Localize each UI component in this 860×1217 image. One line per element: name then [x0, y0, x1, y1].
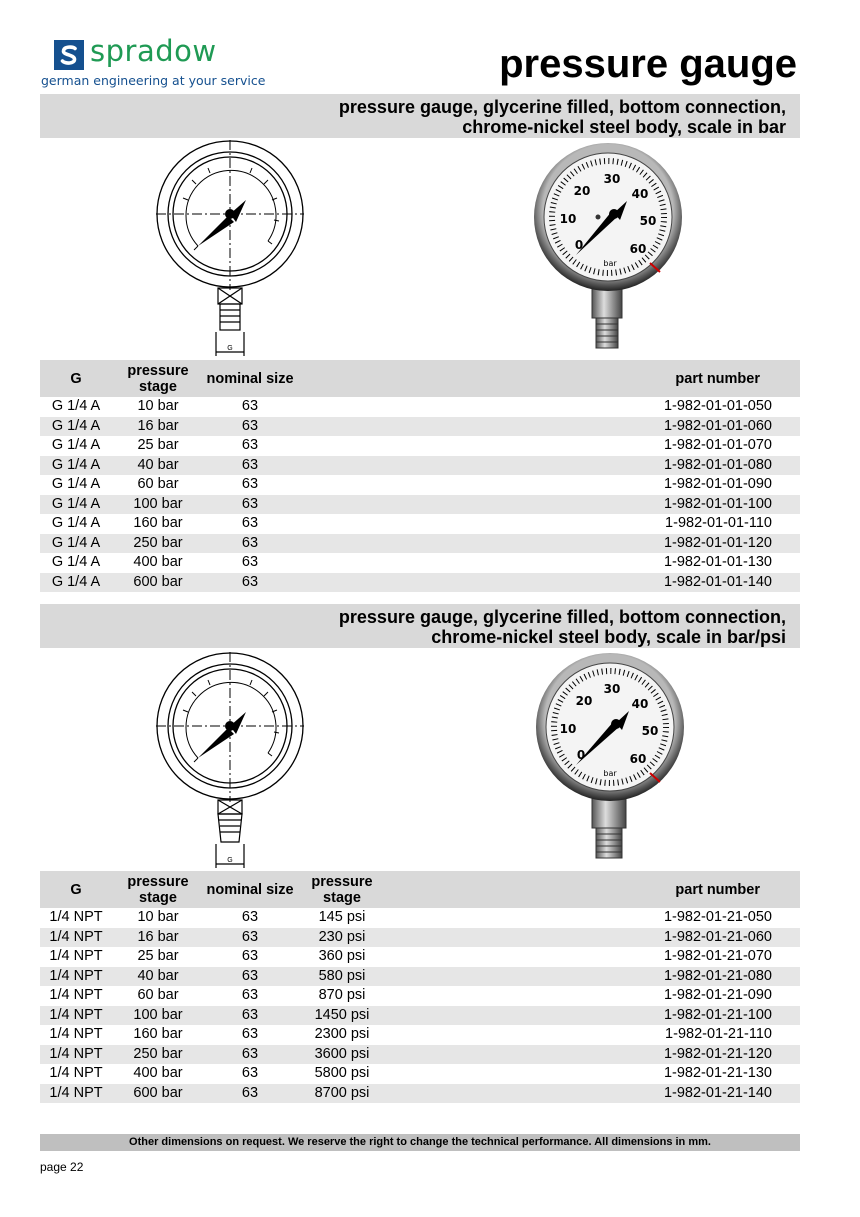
cell-connection: 1/4 NPT: [40, 1084, 112, 1104]
cell-part-number: 1-982-01-21-060: [388, 928, 800, 948]
table-row: [40, 475, 800, 495]
cell-pressure-stage-psi: 1450 psi: [296, 1006, 388, 1026]
table-row: [40, 908, 800, 928]
cell-pressure-stage-psi: 8700 psi: [296, 1084, 388, 1104]
cell-connection: G 1/4 A: [51, 398, 101, 414]
cell-pressure-stage: 25 bar: [137, 948, 179, 964]
cell-connection: 1/4 NPT: [49, 987, 103, 1003]
cell-pressure-stage: 25 bar: [137, 437, 179, 453]
cell-nominal-size: 63: [204, 1006, 296, 1026]
gauge-product-photo: [530, 143, 690, 355]
column-header-g: G: [40, 871, 112, 908]
cell-nominal-size: 63: [241, 1065, 259, 1081]
section-title-line: pressure gauge, glycerine filled, bottom connection,: [338, 97, 786, 117]
cell-pressure-stage: 400 bar: [133, 554, 183, 570]
dial-number: 60: [629, 752, 647, 766]
dial-number: 20: [573, 184, 591, 198]
table-row: [40, 436, 800, 456]
table-row: [40, 397, 800, 417]
cell-part-number: 1-982-01-01-070: [663, 437, 772, 453]
column-header-nominal-size: nominal size: [204, 871, 296, 908]
dial-number: 50: [641, 724, 659, 738]
cell-pressure-stage-psi: 5800 psi: [314, 1065, 370, 1081]
cell-pressure-stage: 100 bar: [112, 1006, 204, 1026]
cell-part-number: 1-982-01-21-130: [663, 1065, 772, 1081]
cell-connection: 1/4 NPT: [49, 909, 103, 925]
cell-part-number: 1-982-01-21-140: [388, 1084, 800, 1104]
cell-pressure-stage-psi: 360 psi: [318, 948, 366, 964]
cell-pressure-stage: 400 bar: [133, 1065, 183, 1081]
cell-part-number: 1-982-01-01-120: [296, 534, 800, 554]
cell-connection: G 1/4 A: [51, 515, 101, 531]
dial-number: 10: [559, 722, 577, 736]
cell-nominal-size: 63: [241, 398, 259, 414]
column-header-part-number: part number: [296, 360, 800, 397]
cell-nominal-size: 63: [204, 928, 296, 948]
column-header-g: G: [40, 360, 112, 397]
parts-table: [40, 871, 800, 1103]
column-header-pressure-stage-psi: pressure stage: [296, 871, 388, 908]
cell-pressure-stage-psi: 580 psi: [296, 967, 388, 987]
cell-pressure-stage: 160 bar: [133, 515, 183, 531]
table-row: [40, 1084, 800, 1104]
cell-nominal-size: 63: [241, 554, 259, 570]
dial-number: 30: [603, 682, 621, 696]
cell-nominal-size: 63: [241, 515, 259, 531]
cell-connection: 1/4 NPT: [49, 1026, 103, 1042]
cell-part-number: 1-982-01-01-090: [663, 476, 772, 492]
cell-pressure-stage: 250 bar: [112, 534, 204, 554]
cell-part-number: 1-982-01-01-140: [296, 573, 800, 593]
cell-nominal-size: 63: [241, 437, 259, 453]
cell-pressure-stage: 600 bar: [112, 573, 204, 593]
section-header-bar: [40, 94, 800, 138]
table-row: [40, 947, 800, 967]
cell-part-number: 1-982-01-21-120: [388, 1045, 800, 1065]
cell-nominal-size: 63: [204, 1084, 296, 1104]
table-row: [40, 967, 800, 987]
section-title: [40, 604, 800, 647]
dial-number: 0: [576, 748, 586, 762]
cell-pressure-stage-psi: 145 psi: [318, 909, 366, 925]
cell-nominal-size: 63: [241, 909, 259, 925]
dial-number: 20: [575, 694, 593, 708]
column-header-pressure-stage: pressure stage: [112, 360, 204, 397]
cell-connection: G 1/4 A: [40, 495, 112, 515]
cell-nominal-size: 63: [241, 948, 259, 964]
parts-table: [40, 360, 800, 592]
table-header-row: [40, 360, 800, 397]
cell-pressure-stage: 250 bar: [112, 1045, 204, 1065]
section-title-line: chrome-nickel steel body, scale in bar: [462, 117, 786, 137]
cell-connection: G 1/4 A: [40, 573, 112, 593]
cell-pressure-stage: 40 bar: [112, 456, 204, 476]
table-row: [40, 553, 800, 573]
section-title-line: pressure gauge, glycerine filled, bottom connection,: [338, 607, 786, 627]
cell-pressure-stage-psi: 2300 psi: [314, 1026, 370, 1042]
cell-pressure-stage: 100 bar: [112, 495, 204, 515]
footer-note: Other dimensions on request. We reserve the right to change the technical performance. All dimensions in mm.: [40, 1134, 800, 1151]
page-title: pressure gauge: [499, 42, 797, 86]
cell-pressure-stage: 10 bar: [137, 909, 179, 925]
cell-connection: 1/4 NPT: [40, 1006, 112, 1026]
cell-connection: 1/4 NPT: [40, 928, 112, 948]
gauge-technical-drawing: [150, 652, 310, 870]
cell-nominal-size: 63: [241, 987, 259, 1003]
column-header-pressure-stage: pressure stage: [112, 871, 204, 908]
gauge-technical-drawing: [150, 140, 310, 358]
cell-part-number: 1-982-01-01-110: [665, 515, 772, 531]
cell-pressure-stage-psi: 230 psi: [296, 928, 388, 948]
cell-nominal-size: 63: [204, 967, 296, 987]
cell-pressure-stage: 600 bar: [112, 1084, 204, 1104]
page-number: page 22: [40, 1160, 84, 1174]
cell-part-number: 1-982-01-21-090: [663, 987, 772, 1003]
dial-unit: bar: [603, 769, 617, 778]
dial-number: 10: [559, 212, 577, 226]
cell-part-number: 1-982-01-21-110: [665, 1026, 772, 1042]
cell-pressure-stage-psi: 3600 psi: [296, 1045, 388, 1065]
cell-pressure-stage: 60 bar: [137, 476, 179, 492]
logo-name: spradow: [90, 34, 217, 68]
cell-pressure-stage: 160 bar: [133, 1026, 183, 1042]
column-header-nominal-size: nominal size: [204, 360, 296, 397]
cell-part-number: 1-982-01-21-070: [663, 948, 772, 964]
table-row: [40, 986, 800, 1006]
table-row: [40, 417, 800, 437]
cell-pressure-stage: 40 bar: [112, 967, 204, 987]
column-header-part-number: part number: [388, 871, 800, 908]
dial-number: 40: [631, 187, 649, 201]
cell-pressure-stage: 10 bar: [137, 398, 179, 414]
table-row: [40, 928, 800, 948]
table-row: [40, 1006, 800, 1026]
dial-unit: bar: [603, 259, 617, 268]
cell-connection: G 1/4 A: [51, 437, 101, 453]
cell-pressure-stage: 60 bar: [137, 987, 179, 1003]
dial-number: 0: [574, 238, 584, 252]
table-row: [40, 534, 800, 554]
table-row: [40, 573, 800, 593]
cell-nominal-size: 63: [204, 1045, 296, 1065]
thread-dimension-label: G: [227, 345, 233, 352]
cell-connection: 1/4 NPT: [49, 1065, 103, 1081]
table-row: [40, 495, 800, 515]
section-title-line: chrome-nickel steel body, scale in bar/psi: [431, 627, 786, 647]
cell-connection: 1/4 NPT: [40, 967, 112, 987]
cell-nominal-size: 63: [204, 417, 296, 437]
cell-part-number: 1-982-01-01-050: [663, 398, 772, 414]
cell-nominal-size: 63: [204, 573, 296, 593]
cell-part-number: 1-982-01-01-100: [296, 495, 800, 515]
cell-nominal-size: 63: [241, 1026, 259, 1042]
table-row: [40, 1045, 800, 1065]
cell-part-number: 1-982-01-21-050: [663, 909, 772, 925]
logo-tagline: german engineering at your service: [41, 73, 266, 88]
cell-connection: G 1/4 A: [40, 456, 112, 476]
cell-connection: 1/4 NPT: [40, 1045, 112, 1065]
cell-connection: G 1/4 A: [40, 417, 112, 437]
table-row: [40, 456, 800, 476]
cell-pressure-stage: 16 bar: [112, 417, 204, 437]
cell-connection: 1/4 NPT: [49, 948, 103, 964]
cell-nominal-size: 63: [204, 534, 296, 554]
spradow-logo-icon: [54, 40, 84, 70]
cell-part-number: 1-982-01-01-080: [296, 456, 800, 476]
cell-nominal-size: 63: [204, 495, 296, 515]
cell-connection: G 1/4 A: [51, 554, 101, 570]
dial-number: 40: [631, 697, 649, 711]
cell-part-number: 1-982-01-01-060: [296, 417, 800, 437]
cell-connection: G 1/4 A: [51, 476, 101, 492]
cell-connection: G 1/4 A: [40, 534, 112, 554]
cell-pressure-stage: 16 bar: [112, 928, 204, 948]
table-header-row: [40, 871, 800, 908]
dial-number: 30: [603, 172, 621, 186]
thread-dimension-label: G: [227, 857, 233, 864]
section-title: [40, 94, 800, 137]
cell-pressure-stage-psi: 870 psi: [318, 987, 366, 1003]
cell-part-number: 1-982-01-21-100: [388, 1006, 800, 1026]
cell-part-number: 1-982-01-21-080: [388, 967, 800, 987]
table-row: [40, 1064, 800, 1084]
table-row: [40, 1025, 800, 1045]
cell-nominal-size: 63: [241, 476, 259, 492]
gauge-product-photo: [532, 653, 692, 861]
cell-nominal-size: 63: [204, 456, 296, 476]
section-header-bar: [40, 604, 800, 648]
cell-part-number: 1-982-01-01-130: [663, 554, 772, 570]
dial-number: 50: [639, 214, 657, 228]
dial-number: 60: [629, 242, 647, 256]
table-row: [40, 514, 800, 534]
